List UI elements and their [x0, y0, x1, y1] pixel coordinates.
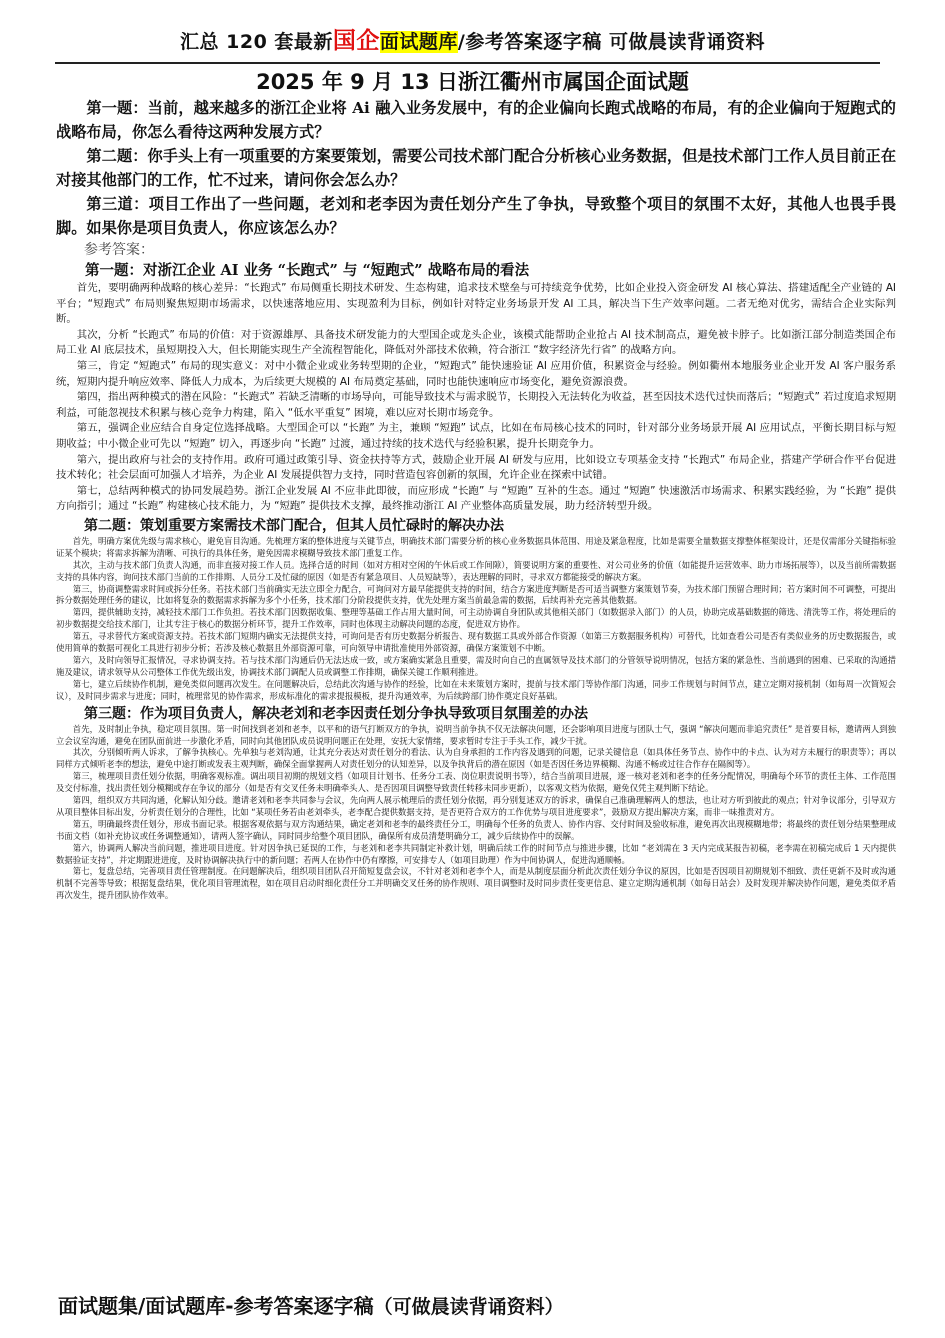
answer-1-paragraph: 第三，肯定 “短跑式” 布局的现实意义：对中小微企业或业务转型期的企业，“短跑式” 能快速验证 AI 应用价值，积累资金与经验。例如衢州本地服务业企业开发 AI 客户服务系统，短期内提升响应效率、降低人力成本，为后续更大规模的 AI 布局奠定基础，同时也能快速响应市场变化，避免资源浪费。	[56, 359, 896, 388]
answer-3-paragraph: 第四，组织双方共同沟通，化解认知分歧。邀请老刘和老李共同参与会议，先向两人展示梳理后的责任划分依据，再分别复述双方的诉求，确保自己准确理解两人的想法，也让对方听到彼此的观点；针对争议部分，引导双方从项目整体目标出发，分析责任划分的合理性，比如 “某项任务若由老刘牵头，老李配合提供数据支持，是否更符合双方的工作优势与项目进度要求”，鼓励双方提出解决方案，而非一味推责对方。	[56, 795, 896, 817]
answer-1-paragraph: 第七，总结两种模式的协同发展趋势。浙江企业发展 AI 不应非此即彼，而应形成 “长跑” 与 “短跑” 互补的生态。通过 “短跑” 快速激活市场需求、积累实践经验，为 “长跑” 提供方向指引；通过 “长跑” 构建核心技术能力，为 “短跑” 提供技术支撑，最终推动浙江 AI 产业整体高质量发展，助力经济转型升级。	[56, 484, 896, 513]
answer-2-heading: 第二题：策划重要方案需技术部门配合，但其人员忙碌时的解决办法	[84, 517, 504, 534]
answer-2-paragraph: 首先，明确方案优先级与需求核心，避免盲目沟通。先梳理方案的整体进度与关键节点，明确技术部门需要分析的核心业务数据具体范围、用途及紧急程度，比如是需要全量数据支撑整体框架设计，还是仅需部分关键指标验证某个模块；将需求拆解为清晰、可执行的具体任务，避免因需求模糊导致技术部门重复工作。	[56, 535, 896, 558]
page-title: 2025 年 9 月 13 日浙江衢州市属国企面试题	[256, 70, 689, 94]
header-divider	[55, 62, 880, 64]
banner-highlight-yellow: 面试题库	[379, 31, 458, 53]
document-body	[56, 96, 896, 902]
answer-1-paragraph: 第五，强调企业应结合自身定位选择战略。大型国企可以 “长跑” 为主，兼顾 “短跑” 试点，比如在布局核心技术的同时，针对部分业务场景开展 AI 应用试点，平衡长期目标与短期收益；中小微企业可先以 “短跑” 切入，再逐步向 “长跑” 过渡，通过持续的技术迭代与经验积累，提升长期竞争力。	[56, 422, 896, 450]
answer-2-paragraph: 第七，建立后续协作机制，避免类似问题再次发生。在问题解决后，总结此次沟通与协作的经验，比如在未来策划方案时，提前与技术部门等协作部门沟通，同步工作规划与时间节点，建立定期对接机制（如每周一次简短会议），及时同步需求与进度；同时，梳理常见的协作需求，形成标准化的需求提报模板，提升沟通效率，为后续跨部门协作奠定良好基础。	[56, 678, 896, 701]
answer-3-heading: 第三题：作为项目负责人，解决老刘和老李因责任划分争执导致项目氛围差的办法	[84, 705, 588, 722]
answer-1-paragraph: 第四，指出两种模式的潜在风险：“长跑式” 若缺乏清晰的市场导向，可能导致技术与需求脱节，长期投入无法转化为收益，甚至因技术迭代过快而落后；“短跑式” 若过度追求短期利益，可能忽视技术积累与核心竞争力构建，陷入 “低水平重复” 困境，难以应对长期市场竞争。	[56, 391, 896, 419]
question-2: 第二题：你手头上有一项重要的方案要策划，需要公司技术部门配合分析核心业务数据，但是技术部门工作人员目前正在对接其他部门的工作，忙不过来，请问你会怎么办？	[56, 147, 896, 189]
footer-title: 面试题集/面试题库-参考答案逐字稿	[58, 1294, 374, 1318]
banner-prefix: 汇总 120 套最新	[180, 31, 333, 53]
question-1: 第一题：当前，越来越多的浙江企业将 Ai 融入业务发展中，有的企业偏向长跑式战略的布局，有的企业偏向于短跑式的战略布局，你怎么看待这两种发展方式？	[56, 99, 896, 141]
answer-2-paragraph: 第五，寻求替代方案或资源支持。若技术部门短期内确实无法提供支持，可询问是否有历史数据分析报告、现有数据工具或外部合作资源（如第三方数据服务机构）可替代，比如查看公司是否有类似业务的历史数据报告，或使用简单的数据可视化工具进行初步分析；若涉及核心数据且外部资源可靠，可向领导申请批准使用外部资源，确保方案策划不中断。	[56, 631, 896, 654]
banner-highlight-red: 国企	[332, 28, 380, 54]
banner-suffix: /参考答案逐字稿 可做晨读背诵资料	[457, 31, 765, 53]
answer-2-paragraph: 第四，提供辅助支持，减轻技术部门工作负担。若技术部门因数据收集、整理等基础工作占用大量时间，可主动协调自身团队或其他相关部门（如数据录入部门）的人员，协助完成基础数据的筛选、清洗等工作，将处理后的初步数据提交给技术部门，让其专注于核心的数据分析环节，提升工作效率，同时也体现主动解决问题的态度，促进双方协作。	[56, 607, 896, 630]
answer-1-paragraph: 其次，分析 “长跑式” 布局的价值：对于资源雄厚、具备技术研发能力的大型国企或龙头企业，该模式能帮助企业抢占 AI 技术制高点，避免被卡脖子。比如浙江部分制造类国企布局工业 AI 底层技术，虽短期投入大，但长期能实现生产全流程智能化，降低对外部技术依赖，符合浙江 “数字经济先行省” 的战略方向。	[56, 328, 896, 357]
header-banner	[0, 22, 945, 55]
page-footer	[58, 1290, 564, 1319]
answer-2-paragraph: 第三，协商调整需求时间或拆分任务。若技术部门当前确实无法立即全力配合，可询问对方最早能提供支持的时间，结合方案进度判断是否可适当调整方案策划节奏，为技术部门预留合理时间；若方案时间不可调整，可提出拆分数据处理任务的建议，比如将复杂的数据需求拆解为多个小任务，技术部门分阶段提供支持，优先处理方案当前最急需的数据，后续再补充完善其他数据。	[56, 583, 896, 606]
answer-2-paragraph: 第六，及时向领导汇报情况，寻求协调支持。若与技术部门沟通后仍无法达成一致，或方案确实紧急且重要，需及时向自己的直属领导及技术部门的分管领导说明情况，包括方案的紧急性、当前遇到的困难、已采取的沟通措施及建议，请求领导从公司整体工作优先级出发，协调技术部门调配人员或调整工作排期，确保关键工作顺利推进。	[56, 654, 896, 677]
footer-subtitle: （可做晨读背诵资料）	[373, 1296, 564, 1318]
answer-1-paragraph: 首先，要明确两种战略的核心差异：“长跑式” 布局侧重长期技术研发、生态构建，追求技术壁垒与可持续竞争优势，比如企业投入资金研发 AI 核心算法、搭建适配全产业链的 AI 平台；“短跑式” 布局则聚焦短期市场需求，以快速落地应用、实现盈利为目标，例如针对特定业务场景开发 AI 工具，解决当下生产效率问题。二者无绝对优劣，需结合企业实际判断。	[56, 282, 896, 326]
answer-1-paragraph: 第六，提出政府与社会的支持作用。政府可通过政策引导、资金扶持等方式，鼓励企业开展 AI 研发与应用，比如设立专项基金支持 “长跑式” 布局企业，搭建产学研合作平台促进技术转化；社会层面可加强人才培养，为企业 AI 发展提供智力支持，同时营造包容创新的氛围，允许企业在探索中试错。	[56, 453, 896, 482]
answer-1-heading: 第一题：对浙江企业 AI 业务 “长跑式” 与 “短跑式” 战略布局的看法	[85, 262, 530, 279]
answer-3-paragraph: 第七，复盘总结，完善项目责任管理制度。在问题解决后，组织项目团队召开简短复盘会议，不针对老刘和老李个人，而是从制度层面分析此次责任划分争议的原因，比如是否因项目初期规划不细致、责任更新不及时或沟通机制不完善等导致；根据复盘结果，优化项目管理流程，如在项目启动时细化责任分工并明确交叉任务的协作规则、项目调整时及时同步责任变更信息、建立定期沟通机制（如每日站会）及时发现并解决协作问题，避免类似矛盾再次发生，提升团队协作效率。	[56, 866, 896, 901]
question-3: 第三道：项目工作出了一些问题，老刘和老李因为责任划分产生了争执，导致整个项目的氛围不太好，其他人也畏手畏脚。如果你是项目负责人，你应该怎么办？	[56, 195, 896, 237]
answer-3-paragraph: 其次，分别倾听两人诉求，了解争执核心。先单独与老刘沟通，让其充分表达对责任划分的看法、认为自身承担的工作内容及遇到的问题，记录关键信息（如具体任务节点、协作中的卡点、认为对方未履行的职责等）；再以同样方式倾听老李的想法，避免中途打断或发表主观判断，确保全面掌握两人对责任划分的认知差异，以及争执背后的潜在原因（如是否因任务边界模糊、沟通不畅或过往合作存在隔阂等）。	[56, 747, 896, 770]
answer-3-paragraph: 第三，梳理项目责任划分依据，明确客观标准。调出项目初期的规划文档（如项目计划书、任务分工表、岗位职责说明书等），结合当前项目进展，逐一核对老刘和老李的任务分配情况，明确每个环节的责任主体、工作范围及交付标准，找出责任划分模糊或存在争议的部分（如是否有交叉任务未明确牵头人、是否因项目调整导致责任转移未同步更新），以客观文档为依据，避免仅凭主观判断下结论。	[56, 771, 896, 794]
reference-label: 参考答案：	[84, 242, 154, 258]
answer-2-paragraph: 其次，主动与技术部门负责人沟通，而非直接对接工作人员。选择合适的时间（如对方相对空闲的午休后或工作间隙），简要说明方案的重要性、对公司业务的价值（如能提升运营效率、助力市场拓展等），以及当前所需数据支持的具体内容，询问技术部门当前的工作排期、人员分工及忙碌的原因（如是否有紧急项目、人员短缺等），表达理解的同时，寻求双方都能接受的解决方案。	[56, 559, 896, 582]
answer-3-paragraph: 首先，及时制止争执，稳定项目氛围。第一时间找到老刘和老李，以平和的语气打断双方的争执，说明当前争执不仅无法解决问题，还会影响项目进度与团队士气，强调 “解决问题而非追究责任” 是首要目标，邀请两人到独立会议室沟通，避免在团队面前进一步激化矛盾，同时向其他团队成员说明问题正在处理，安抚大家情绪，要求暂时专注于手头工作，减少干扰。	[56, 723, 896, 746]
answer-3-paragraph: 第六，协调两人解决当前问题，推进项目进度。针对因争执已延误的工作，与老刘和老李共同制定补救计划，明确后续工作的时间节点与推进步骤，比如 “老刘需在 3 天内完成某报告初稿，老李需在初稿完成后 1 天内提供数据验证支持”，并定期跟进进度，及时协调解决执行中的新问题；若两人在协作中仍有摩擦，可安排专人（如项目助理）作为中间协调人，促进沟通顺畅。	[56, 842, 896, 865]
answer-3-paragraph: 第五，明确最终责任划分，形成书面记录。根据客观依据与双方沟通结果，确定老刘和老李的最终责任分工，明确每个任务的负责人、协作内容、交付时间及验收标准，避免再次出现模糊地带；将最终的责任划分结果整理成书面文档（如补充协议或任务调整通知），请两人签字确认，同时同步给整个项目团队，确保所有成员清楚明确分工，减少后续协作中的误解。	[56, 818, 896, 841]
